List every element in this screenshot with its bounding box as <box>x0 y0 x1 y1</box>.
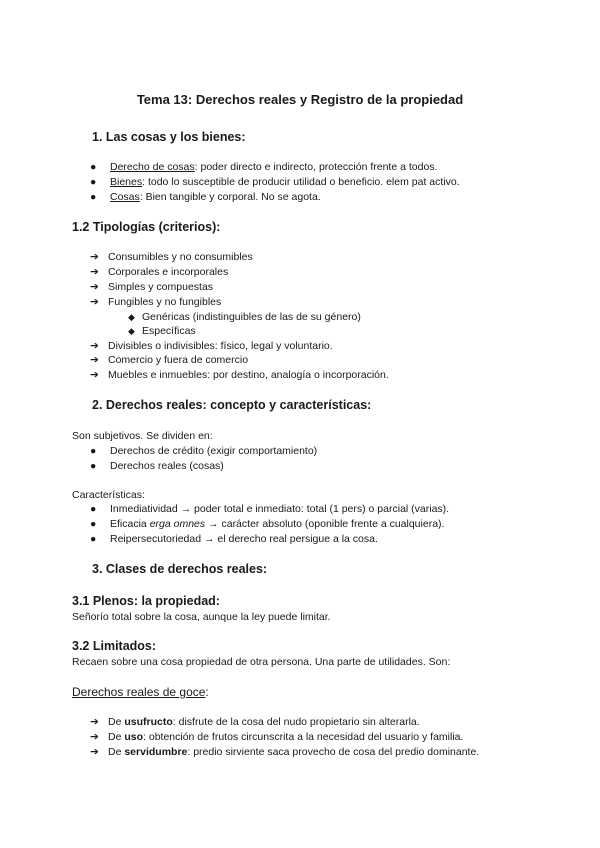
paragraph: Son subjetivos. Se dividen en: <box>72 430 213 442</box>
arrow-icon: ➔ <box>90 369 99 381</box>
page-title: Tema 13: Derechos reales y Registro de la propiedad <box>136 92 464 107</box>
list-item: ➔ Comercio y fuera de comercio <box>90 354 249 366</box>
sub-list-item: ◆ Específicas <box>128 325 196 337</box>
paragraph: Señorío total sobre la cosa, aunque la ley puede limitar. <box>72 611 331 623</box>
list-item: ● Derechos reales (cosas) <box>90 460 224 472</box>
list-item: ➔ De servidumbre: predio sirviente saca provecho de cosa del predio dominante. <box>90 746 480 758</box>
list-item: ➔ Fungibles y no fungibles <box>90 296 222 308</box>
list-item: ● Inmediatividad → poder total e inmediato: total (1 pers) o parcial (varias). <box>90 503 450 515</box>
list-item: ● Eficacia erga omnes → carácter absoluto (oponible frente a cualquiera). <box>90 518 445 530</box>
list-item: ➔ De usufructo: disfrute de la cosa del nudo propietario sin alterarla. <box>90 716 420 728</box>
list-item: ➔ Muebles e inmuebles: por destino, analogía o incorporación. <box>90 369 389 381</box>
arrow-icon: ➔ <box>90 296 99 308</box>
section-3-1-heading: 3.1 Plenos: la propiedad: <box>72 594 220 608</box>
list-item: ➔ De uso: obtención de frutos circunscrita a la necesidad del usuario y familia. <box>90 731 464 743</box>
arrow-icon: ➔ <box>90 731 99 743</box>
bullet-icon: ● <box>90 460 97 472</box>
list-item: ● Reipersecutoriedad → el derecho real persigue a la cosa. <box>90 533 378 545</box>
sub-list-item: ◆ Genéricas (indistinguibles de las de su género) <box>128 311 361 323</box>
bullet-icon: ● <box>90 518 97 530</box>
characteristics-label: Características: <box>72 489 145 501</box>
list-item: ● Derechos de crédito (exigir comportamiento) <box>90 445 318 457</box>
list-item: ➔ Simples y compuestas <box>90 281 214 293</box>
bullet-icon: ● <box>90 191 97 203</box>
list-item: ➔ Corporales e incorporales <box>90 266 229 278</box>
bullet-icon: ● <box>90 445 97 457</box>
section-3-heading: 3. Clases de derechos reales: <box>92 562 268 576</box>
arrow-icon: ➔ <box>90 746 99 758</box>
list-item: ● Cosas: Bien tangible y corporal. No se agota. <box>90 191 321 203</box>
diamond-icon: ◆ <box>128 326 135 336</box>
arrow-icon: ➔ <box>90 266 99 278</box>
arrow-icon: ➔ <box>90 251 99 263</box>
diamond-icon: ◆ <box>128 312 135 322</box>
section-3-2-heading: 3.2 Limitados: <box>72 639 157 653</box>
list-item: ● Bienes: todo lo susceptible de producir utilidad o beneficio. elem pat activo. <box>90 176 460 188</box>
arrow-icon: ➔ <box>90 281 99 293</box>
section-1-heading: 1. Las cosas y los bienes: <box>92 130 246 144</box>
list-item: ● Derecho de cosas: poder directo e indirecto, protección frente a todos. <box>90 161 438 173</box>
goce-subheading: Derechos reales de goce: <box>72 685 209 699</box>
arrow-icon: ➔ <box>90 340 99 352</box>
bullet-icon: ● <box>90 503 97 515</box>
list-item: ➔ Divisibles o indivisibles: físico, legal y voluntario. <box>90 340 333 352</box>
bullet-icon: ● <box>90 161 97 173</box>
section-1-2-heading: 1.2 Tipologías (criterios): <box>72 220 221 234</box>
arrow-icon: ➔ <box>90 354 99 366</box>
section-2-heading: 2. Derechos reales: concepto y características: <box>92 398 372 412</box>
bullet-icon: ● <box>90 533 97 545</box>
list-item: ➔ Consumibles y no consumibles <box>90 251 253 263</box>
paragraph: Recaen sobre una cosa propiedad de otra persona. Una parte de utilidades. Son: <box>72 656 451 668</box>
bullet-icon: ● <box>90 176 97 188</box>
arrow-icon: ➔ <box>90 716 99 728</box>
